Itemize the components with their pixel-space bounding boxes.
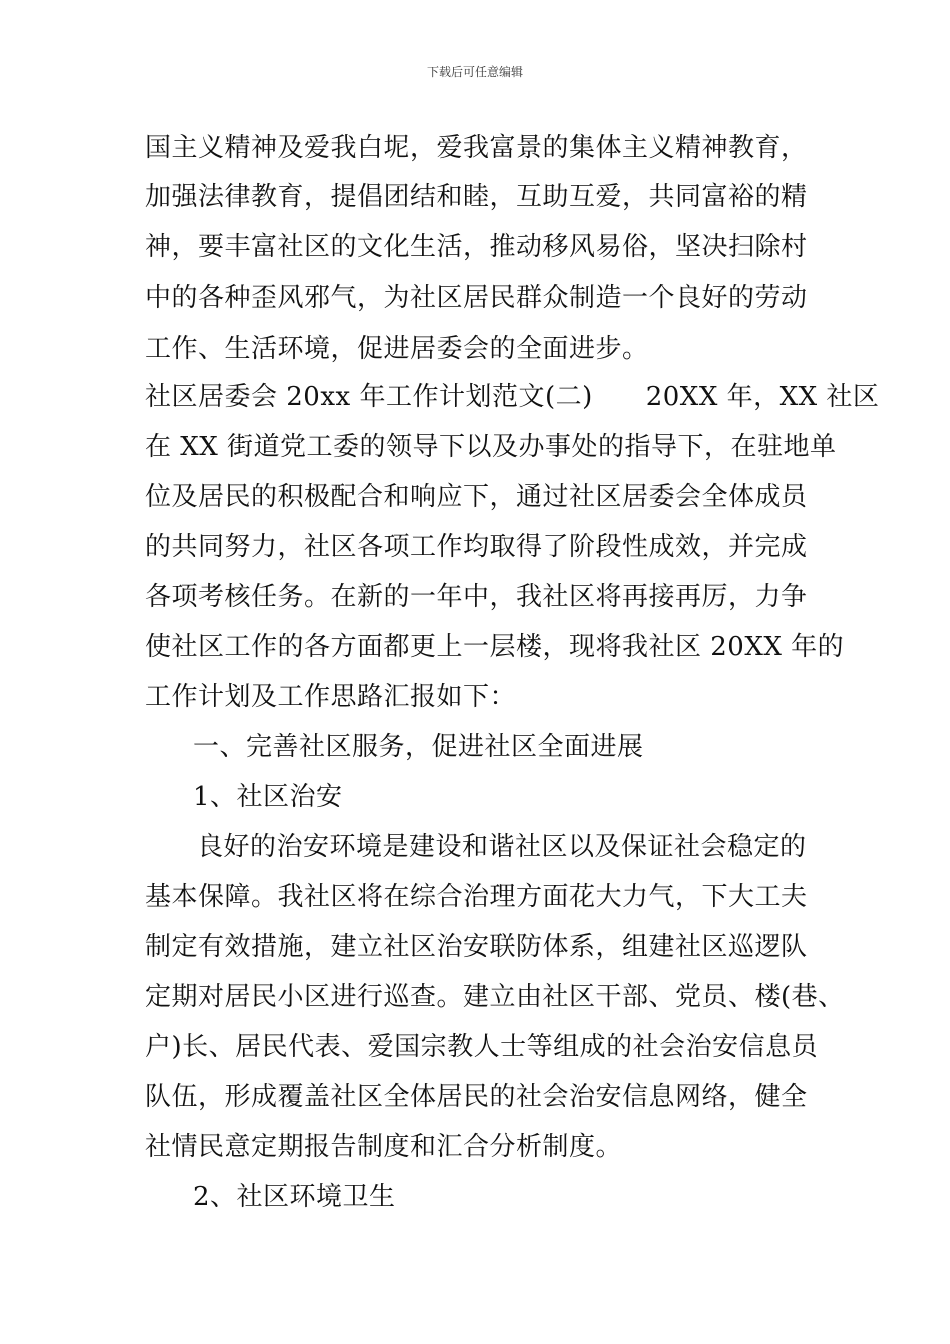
text-line: 加强法律教育，提倡团结和睦，互助互爱，共同富裕的精	[145, 182, 808, 212]
text-line: 户)长、居民代表、爱国宗教人士等组成的社会治安信息员	[145, 1032, 819, 1062]
text-line: 使社区工作的各方面都更上一层楼，现将我社区 20XX 年的	[145, 632, 845, 662]
text-line: 队伍，形成覆盖社区全体居民的社会治安信息网络，健全	[145, 1082, 808, 1112]
text-line: 工作计划及工作思路汇报如下：	[145, 682, 517, 712]
text-line: 国主义精神及爱我白坭，爱我富景的集体主义精神教育，	[145, 133, 808, 163]
text-line: 中的各种歪风邪气，为社区居民群众制造一个良好的劳动	[145, 283, 808, 313]
text-line: 工作、生活环境，促进居委会的全面进步。	[145, 334, 649, 364]
heading-line: 一、完善社区服务，促进社区全面进展	[193, 732, 644, 762]
text-line: 的共同努力，社区各项工作均取得了阶段性成效，并完成	[145, 532, 808, 562]
text-line: 制定有效措施，建立社区治安联防体系，组建社区巡逻队	[145, 932, 808, 962]
text-line: 各项考核任务。在新的一年中，我社区将再接再厉，力争	[145, 582, 808, 612]
text-line: 基本保障。我社区将在综合治理方面花大力气，下大工夫	[145, 882, 808, 912]
text-line: 神，要丰富社区的文化生活，推动移风易俗，坚决扫除村	[145, 232, 808, 262]
section-title-line: 社区居委会 20xx 年工作计划范文(二) 20XX 年，XX 社区	[145, 382, 880, 412]
subheading-line: 2、社区环境卫生	[193, 1182, 396, 1212]
text-line: 在 XX 街道党工委的领导下以及办事处的指导下，在驻地单	[145, 432, 837, 462]
text-line: 社情民意定期报告制度和汇合分析制度。	[145, 1132, 623, 1162]
text-line: 定期对居民小区进行巡查。建立由社区干部、党员、楼(巷、	[145, 982, 845, 1012]
text-line: 良好的治安环境是建设和谐社区以及保证社会稳定的	[197, 832, 807, 862]
subheading-line: 1、社区治安	[193, 782, 343, 812]
page-header-note: 下载后可任意编辑	[426, 65, 523, 79]
text-line: 位及居民的积极配合和响应下，通过社区居委会全体成员	[145, 482, 808, 512]
